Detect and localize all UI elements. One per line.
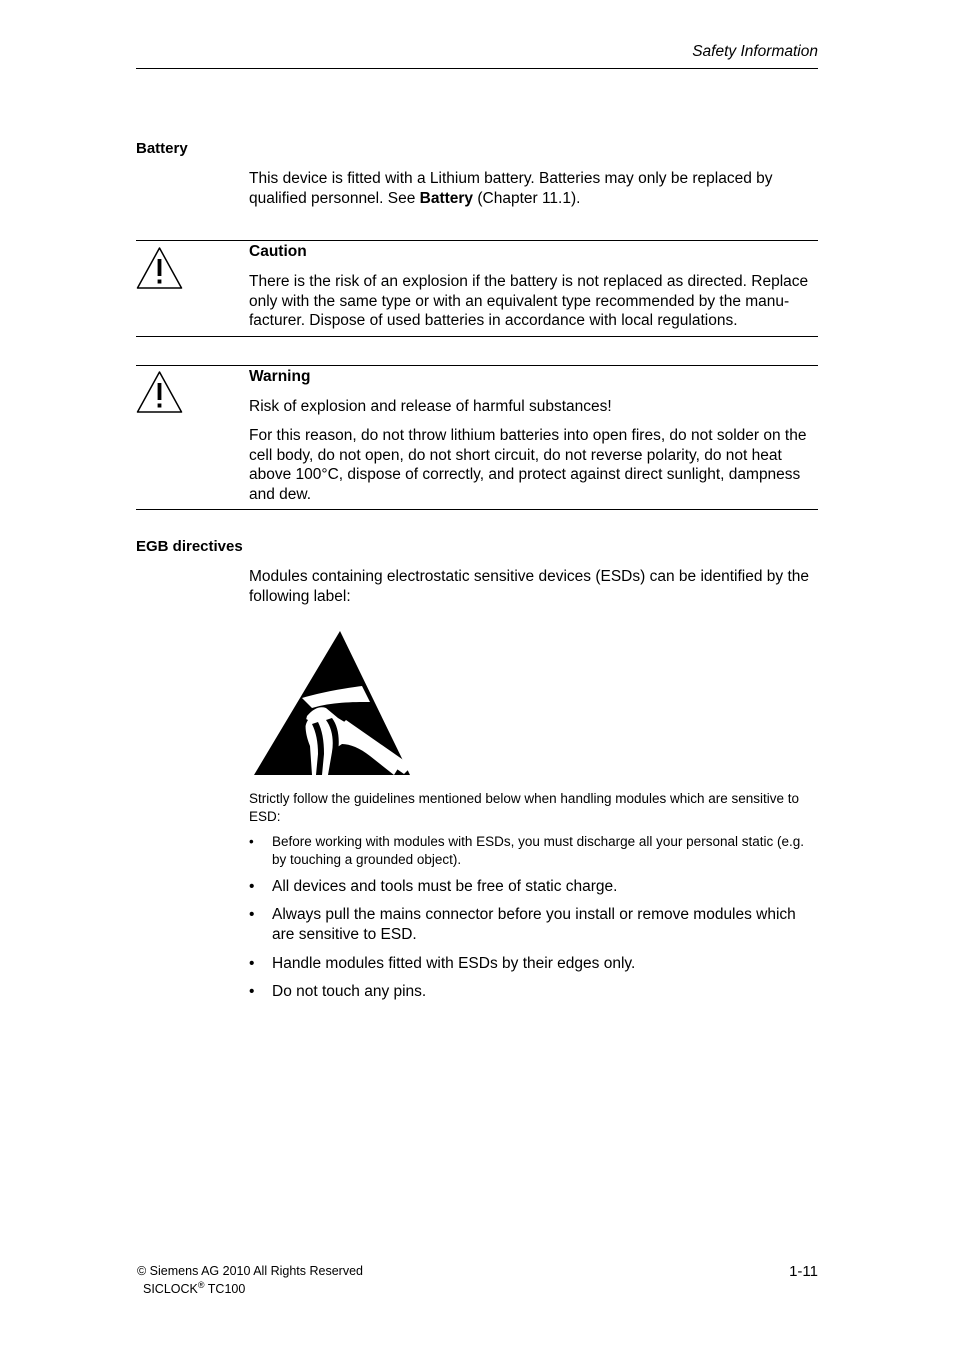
warning-triangle-icon [136,246,183,290]
header-divider [136,68,818,69]
caution-top-rule [136,240,818,241]
warning-text-2: For this reason, do not throw lithium batteries into open fires, do not solder on the cell body, do not open, do not short circuit, do not reverse polarity, do not heat above 100°C, dispose of correctly, and protect against direct sunlight, dampness and dew. [249,427,807,503]
footer-copyright: © Siemens AG 2010 All Rights Reserved [137,1264,363,1278]
page-number: 1-11 [789,1263,818,1280]
battery-text-part2: (Chapter 11.1). [473,189,581,207]
caution-title: Caution [249,243,307,260]
battery-text-part1: This device is fitted with a Lithium battery. Batteries may only be replaced by qualified personnel. See [249,170,773,207]
list-item: • Before working with modules with ESDs, you must discharge all your personal static (e.g. by touching a grounded object). [249,833,818,869]
caution-bottom-rule [136,336,818,337]
warning-top-rule [136,365,818,366]
battery-reference-link: Battery [419,189,474,207]
footer-product [143,1280,245,1296]
battery-heading: Battery [136,140,188,157]
list-item: • All devices and tools must be free of static charge. [249,877,818,897]
battery-paragraph [249,169,818,208]
esd-bullet-list [249,877,818,1002]
esd-small-bullet-list [249,833,818,869]
warning-title: Warning [249,368,311,385]
registered-mark: ® [197,1280,205,1290]
list-item: • Do not touch any pins. [249,982,818,1002]
list-item: • Always pull the mains connector before you install or remove modules which are sensitive to ESD. [249,905,818,945]
caution-text: There is the risk of an explosion if the battery is not replaced as directed. Replace only with the same type or with an equivalent type recommended by the manu-facturer. Dispose of used batteries in accordance with local regulations. [249,273,809,329]
warning-triangle-icon [136,370,183,414]
warning-bottom-rule [136,509,818,510]
running-header: Safety Information [692,43,818,60]
egb-intro: Modules containing electrostatic sensitive devices (ESDs) can be identified by the following label: [249,568,810,605]
warning-text-1: Risk of explosion and release of harmful substances! [249,398,612,415]
esd-warning-icon [252,628,414,778]
list-item: • Handle modules fitted with ESDs by their edges only. [249,954,818,974]
product-name: SICLOCK [143,1282,198,1297]
egb-heading: EGB directives [136,538,243,555]
product-model: TC100 [204,1282,246,1297]
guidelines-intro: Strictly follow the guidelines mentioned below when handling modules which are sensitive to ESD: [249,791,800,824]
